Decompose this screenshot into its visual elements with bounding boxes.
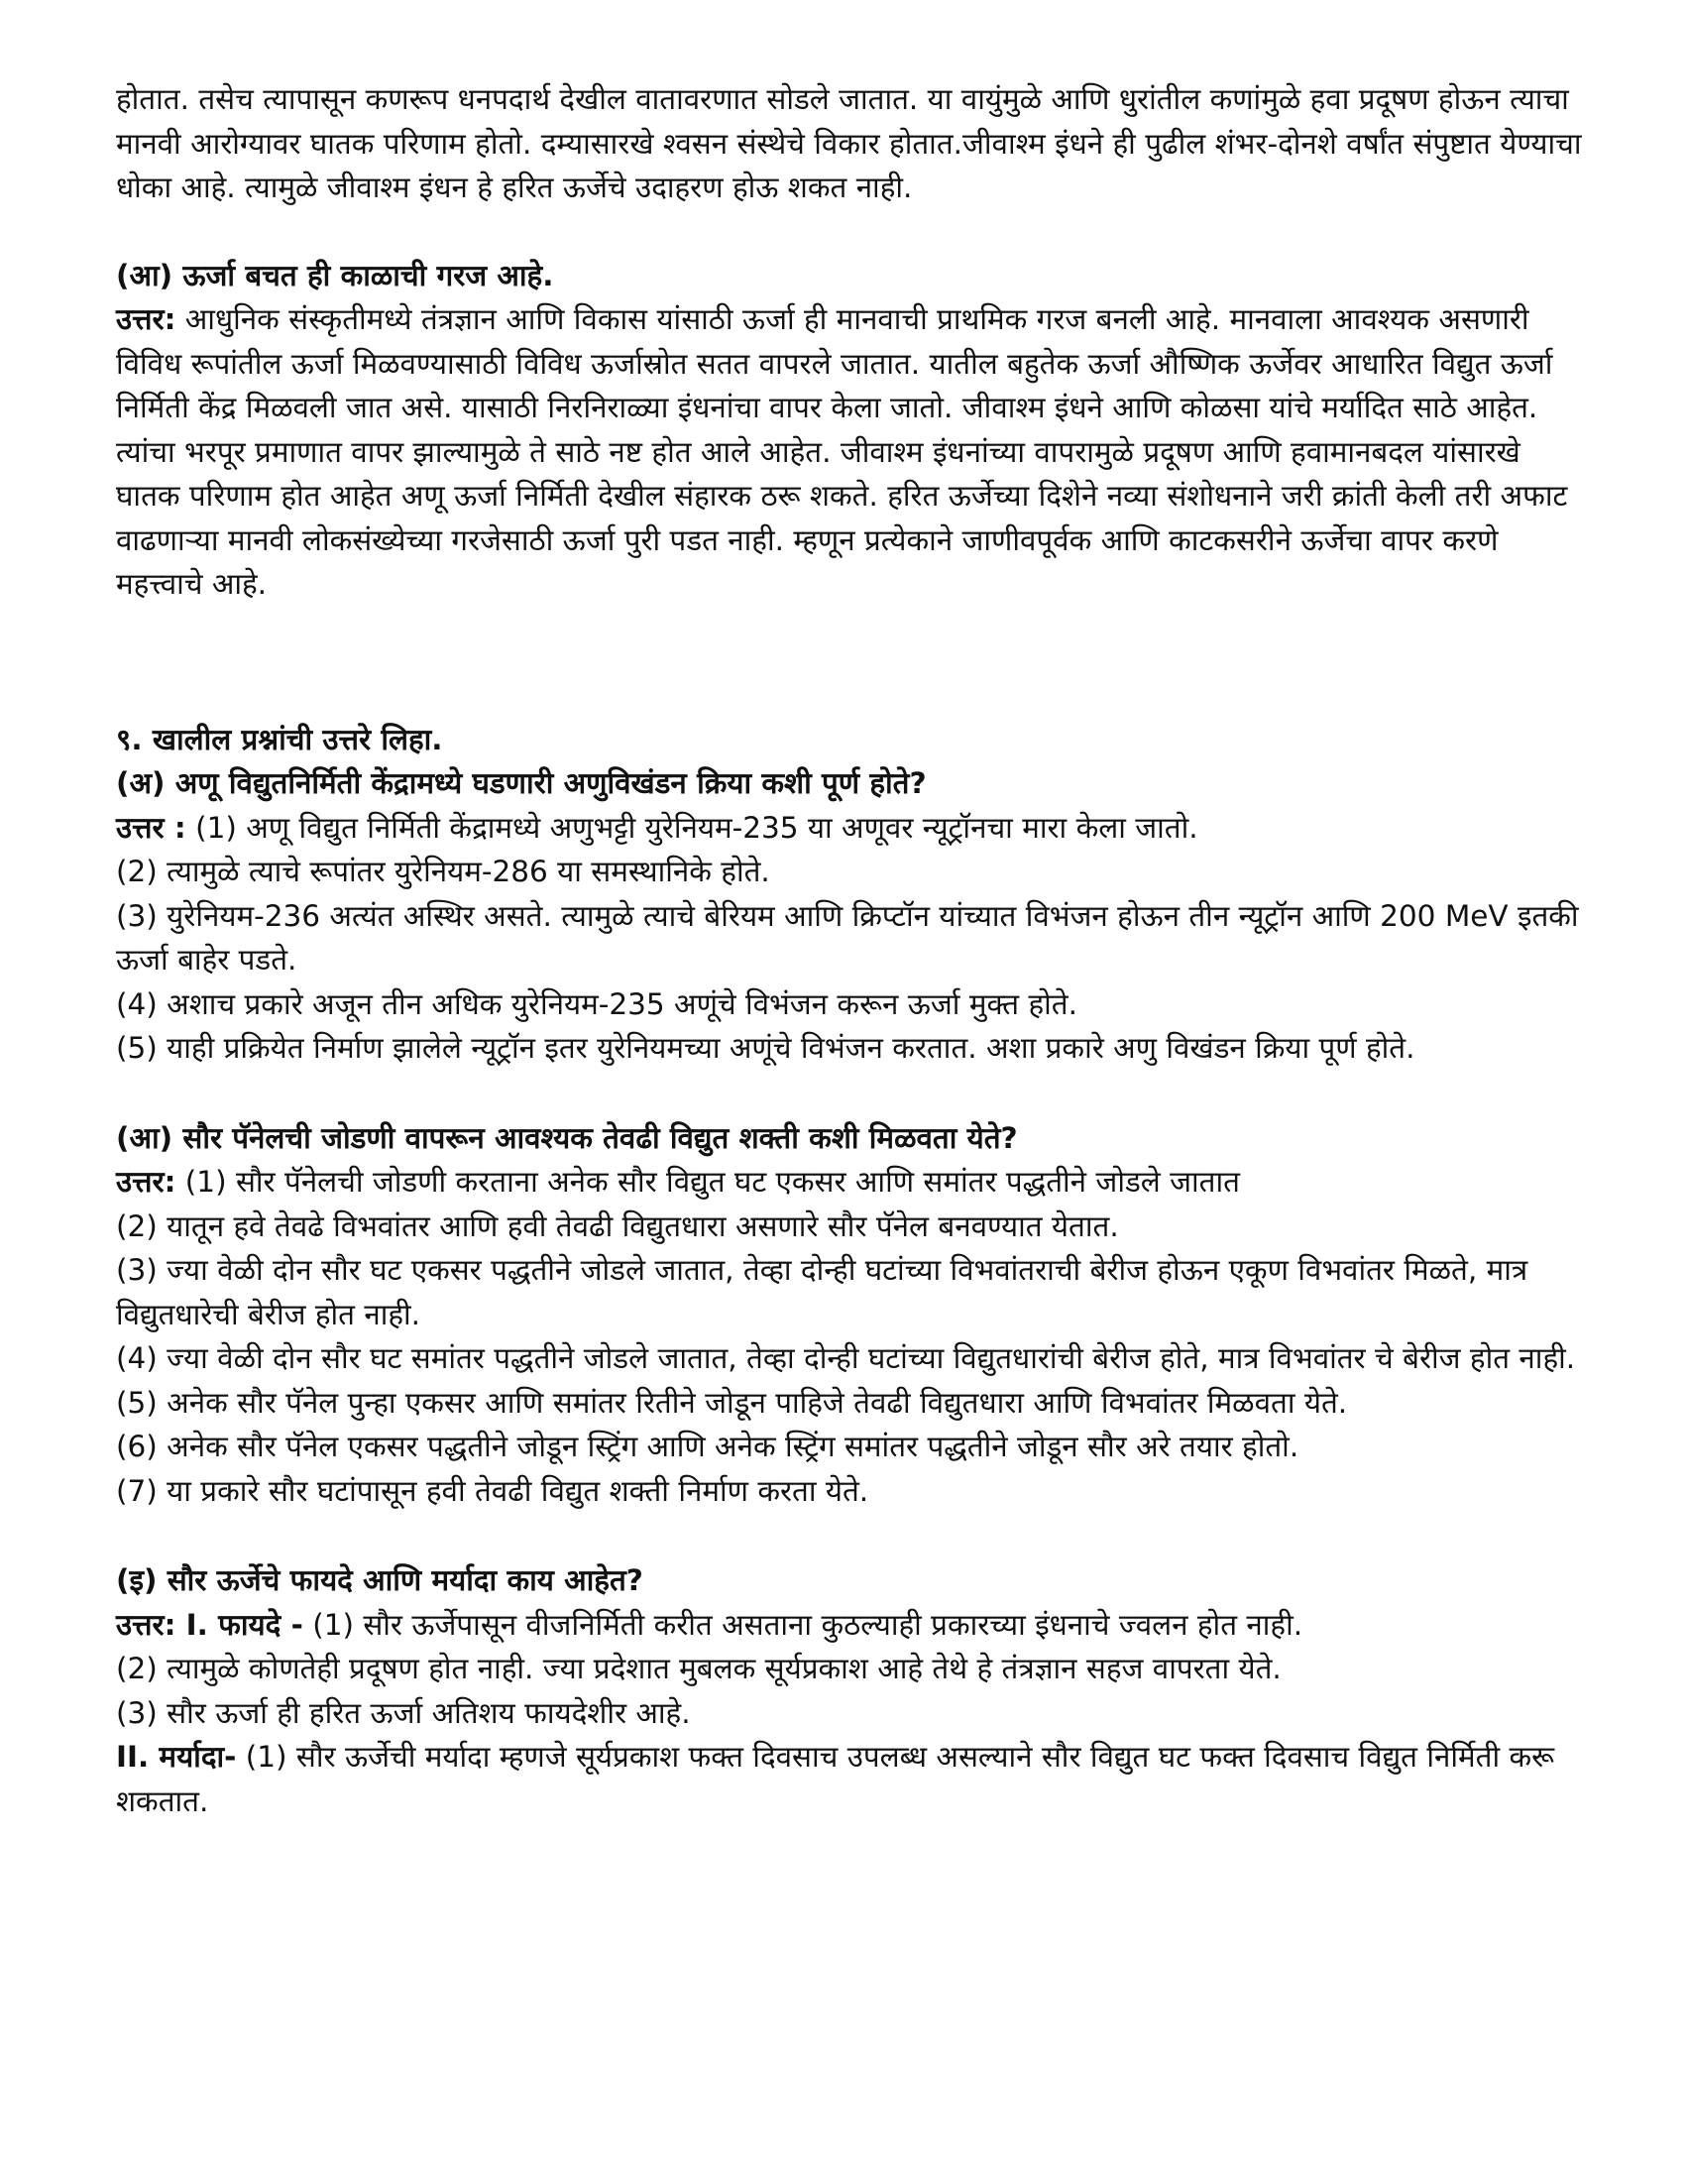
- question-aa-line-3: (3) ज्या वेळी दोन सौर घट एकसर पद्धतीने जोडले जातात, तेव्हा दोन्ही घटांच्या विभवांतराची बेरीज होऊन एकूण विभवांतर मिळते, मात्र विद्युतधारेची बेरीज होत नाही.: [116, 1253, 1528, 1331]
- question-aa-energy-saving-answer: [116, 297, 1583, 607]
- question-i-limits: [116, 1735, 1583, 1823]
- question-a-line-3: (3) युरेनियम-236 अत्यंत अस्थिर असते. त्यामुळे त्याचे बेरियम आणि क्रिप्टॉन यांच्यात विभंजन होऊन तीन न्यूट्रॉन आणि 200 MeV इतकी ऊर्जा बाहेर पडते.: [116, 898, 1579, 977]
- question-i-line-1: [116, 1603, 1583, 1648]
- question-aa-line-6: (6) अनेक सौर पॅनेल एकसर पद्धतीने जोडून स्ट्रिंग आणि अनेक स्ट्रिंग समांतर पद्धतीने जोडून सौर अरे तयार होतो.: [116, 1430, 1299, 1463]
- question-aa-line-5: (5) अनेक सौर पॅनेल पुन्हा एकसर आणि समांतर रितीने जोडून पाहिजे तेवढी विद्युतधारा आणि विभवांतर मिळवता येते.: [116, 1385, 1348, 1420]
- question-a-line-2: (2) त्यामुळे त्याचे रूपांतर युरेनियम-286 या समस्थानिके होते.: [116, 855, 770, 888]
- question-aa-solar-panel-heading: (आ) सौर पॅनेलची जोडणी वापरून आवश्यक तेवढी विद्युत शक्ती कशी मिळवता येते?: [116, 1120, 1018, 1155]
- question-i-solar-pros-cons-heading: (इ) सौर ऊर्जेचे फायदे आणि मर्यादा काय आहेत?: [116, 1563, 643, 1597]
- answer-label: उत्तर:: [116, 302, 176, 336]
- answer-label: उत्तर: I. फायदे -: [116, 1607, 303, 1642]
- limits-text: (1) सौर ऊर्जेची मर्यादा म्हणजे सूर्यप्रकाश फक्त दिवसाच उपलब्ध असल्याने सौर विद्युत घट फक्त दिवसाच विद्युत निर्मिती करू शकतात.: [116, 1740, 1555, 1818]
- question-i-line-2: (2) त्यामुळे कोणतेही प्रदूषण होत नाही. ज्या प्रदेशात मुबलक सूर्यप्रकाश आहे तेथे हे तंत्रज्ञान सहज वापरता येते.: [116, 1652, 1282, 1685]
- question-i-line-3: (3) सौर ऊर्जा ही हरित ऊर्जा अतिशय फायदेशीर आहे.: [116, 1695, 691, 1730]
- question-aa-line-1: [116, 1160, 1583, 1205]
- answer-label: उत्तर :: [116, 810, 186, 845]
- section-9-heading: ९. खालील प्रश्नांची उत्तरे लिहा.: [116, 722, 443, 756]
- question-a-line-5: (5) याही प्रक्रियेत निर्माण झालेले न्यूट्रॉन इतर युरेनियमच्या अणूंचे विभंजन करतात. अशा प्रकारे अणु विखंडन क्रिया पूर्ण होते.: [116, 1031, 1415, 1065]
- answer-text: आधुनिक संस्कृतीमध्ये तंत्रज्ञान आणि विकास यांसाठी ऊर्जा ही मानवाची प्राथमिक गरज बनली आहे. मानवाला आवश्यक असणारी विविध रूपांतील ऊर्जा मिळवण्यासाठी विविध ऊर्जास्रोत सतत वापरले जातात. यातील बहुतेक ऊर्जा औष्णिक ऊर्जेवर आधारित विद्युत ऊर्जा निर्मिती केंद्र मिळवली जात असे. यासाठी निरनिराळ्या इंधनांचा वापर केला जातो. जीवाश्म इंधने आणि कोळसा यांचे मर्यादित साठे आहेत. त्यांचा भरपूर प्रमाणात वापर झाल्यामुळे ते साठे नष्ट होत आले आहेत. जीवाश्म इंधनांच्या वापरामुळे प्रदूषण आणि हवामानबदल यांसारखे घातक परिणाम होत आहेत अणू ऊर्जा निर्मिती देखील संहारक ठरू शकते. हरित ऊर्जेच्या दिशेने नव्या संशोधनाने जरी क्रांती केली तरी अफाट वाढणाऱ्या मानवी लोकसंख्येच्या गरजेसाठी ऊर्जा पुरी पडत नाही. म्हणून प्रत्येकाने जाणीवपूर्वक आणि काटकसरीने ऊर्जेचा वापर करणे महत्त्वाचे आहे.: [116, 302, 1568, 601]
- question-a-line-4: (4) अशाच प्रकारे अजून तीन अधिक युरेनियम-235 अणूंचे विभंजन करून ऊर्जा मुक्त होते.: [116, 986, 1077, 1021]
- question-aa-line-4: (4) ज्या वेळी दोन सौर घट समांतर पद्धतीने जोडले जातात, तेव्हा दोन्ही घटांच्या विद्युतधारांची बेरीज होते, मात्र विभवांतर चे बेरीज होत नाही.: [116, 1341, 1576, 1375]
- answer-text: (1) अणू विद्युत निर्मिती केंद्रामध्ये अणुभट्टी युरेनियम-235 या अणूवर न्यूट्रॉनचा मारा केला जातो.: [185, 810, 1198, 845]
- answer-text: (1) सौर पॅनेलची जोडणी करताना अनेक सौर विद्युत घट एकसर आणि समांतर पद्धतीने जोडले जातात: [175, 1165, 1240, 1199]
- question-a-fission-heading: (अ) अणू विद्युतनिर्मिती केंद्रामध्ये घडणारी अणुविखंडन क्रिया कशी पूर्ण होते?: [116, 766, 927, 800]
- question-aa-energy-saving-heading: (आ) ऊर्जा बचत ही काळाची गरज आहे.: [116, 258, 554, 292]
- document-page: [116, 77, 1583, 1823]
- answer-label: उत्तर:: [116, 1165, 176, 1199]
- limits-label: II. मर्यादा-: [116, 1740, 237, 1774]
- question-a-line-1: [116, 806, 1583, 851]
- answer-text: (1) सौर ऊर्जेपासून वीजनिर्मिती करीत असताना कुठल्याही प्रकारच्या इंधनाचे ज्वलन होत नाही.: [302, 1607, 1303, 1642]
- intro-paragraph: होतात. तसेच त्यापासून कणरूप धनपदार्थ देखील वातावरणात सोडले जातात. या वायुंमुळे आणि धुरांतील कणांमुळे हवा प्रदूषण होऊन त्याचा मानवी आरोग्यावर घातक परिणाम होतो. दम्यासारखे श्वसन संस्थेचे विकार होतात.जीवाश्म इंधने ही पुढील शंभर-दोनशे वर्षांत संपुष्टात येण्याचा धोका आहे. त्यामुळे जीवाश्म इंधन हे हरित ऊर्जेचे उदाहरण होऊ शकत नाही.: [116, 82, 1582, 204]
- question-aa-line-7: (7) या प्रकारे सौर घटांपासून हवी तेवढी विद्युत शक्ती निर्माण करता येते.: [116, 1473, 869, 1508]
- question-aa-line-2: (2) यातून हवे तेवढे विभवांतर आणि हवी तेवढी विद्युतधारा असणारे सौर पॅनेल बनवण्यात येतात.: [116, 1208, 1119, 1243]
